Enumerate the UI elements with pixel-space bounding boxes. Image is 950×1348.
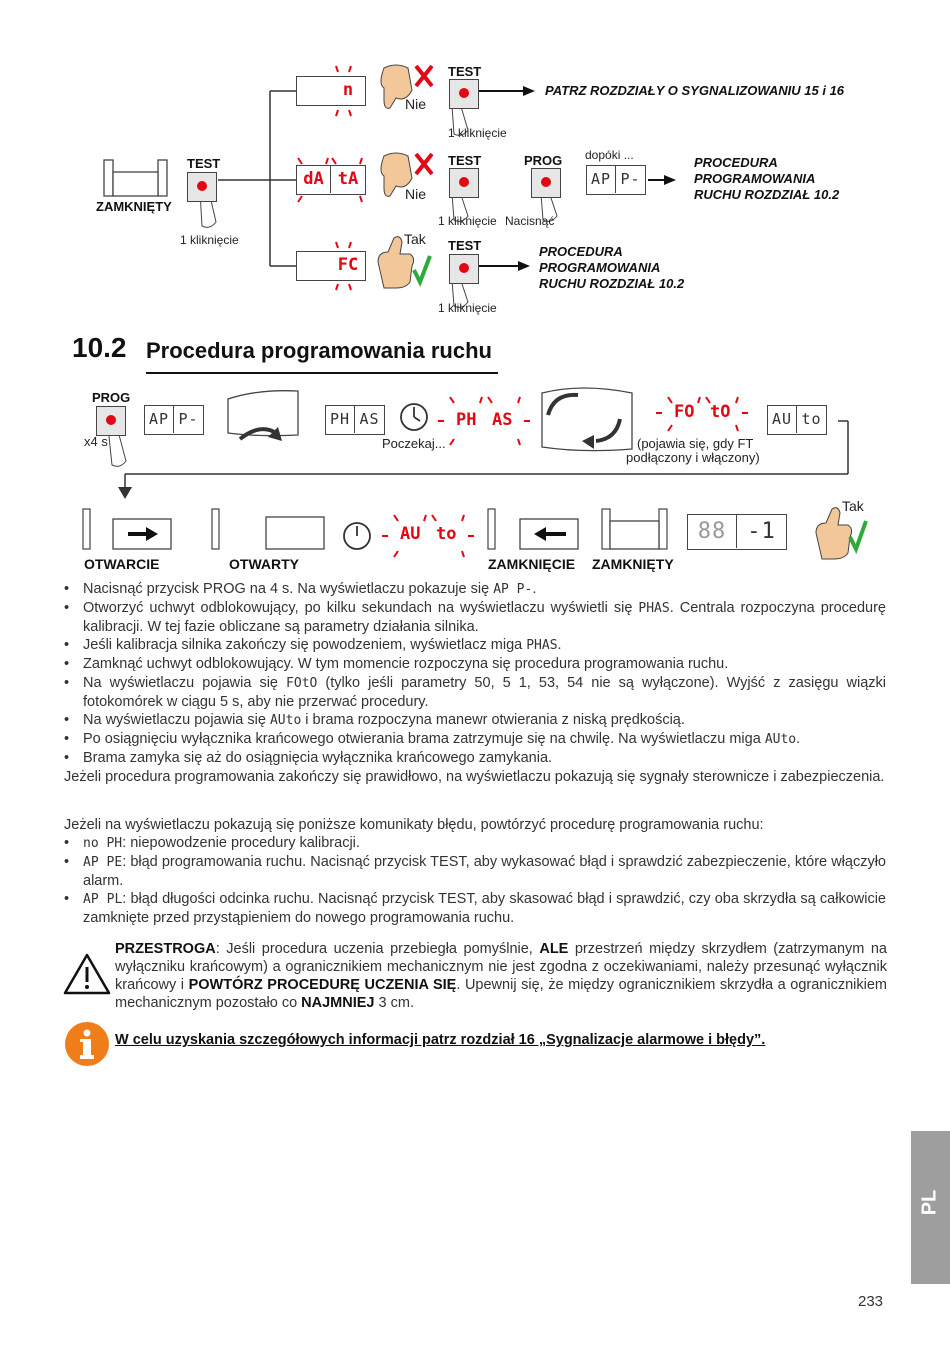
one-click-label-row3: 1 kliknięcie: [438, 301, 497, 315]
until-label: dopóki ...: [585, 148, 634, 162]
display-phas: [325, 405, 385, 435]
success-text: Jeżeli procedura programowania zakończy się prawidłowo, na wyświetlaczu pokazują się sygnały sterownicze i zabezpieczenia.: [64, 769, 885, 785]
x4s-label: x4 s: [84, 434, 108, 449]
test-label-row2: TEST: [448, 153, 482, 168]
step-item: • Nacisnąć przycisk PROG na 4 s. Na wyświetlaczu pokazuje się AP P-.: [64, 580, 886, 599]
procedure-line2: PROGRAMOWANIA: [539, 260, 661, 275]
section-title-underline: [146, 372, 498, 374]
ft-note-line1: (pojawia się, gdy FT: [637, 436, 754, 451]
display-final: [687, 514, 787, 550]
cross-icon: [416, 66, 432, 86]
display-row2-left: dA: [297, 166, 331, 193]
display-row2-right: tA: [337, 169, 359, 189]
errors-intro: Jeżeli na wyświetlaczu pokazują się poniższe komunikaty błędu, powtórzyć procedurę programowania ruchu:: [64, 817, 764, 833]
clock-icon: [344, 523, 370, 549]
step-item: • Po osiągnięciu wyłącznika krańcowego otwierania brama zatrzymuje się na chwilę. Na wyświetlaczu miga AUto.: [64, 730, 886, 749]
step-item: • Brama zamyka się aż do osiągnięcia wyłącznika krańcowego zamykania.: [64, 749, 886, 768]
display-phas-blink-left: PH: [456, 410, 477, 430]
test-button-main[interactable]: [187, 172, 217, 202]
closing-label: ZAMKNIĘCIE: [488, 556, 576, 572]
ft-note-line2: podłączony i włączony): [626, 450, 760, 465]
cross-icon: [416, 154, 432, 174]
check-icon: [414, 256, 430, 282]
error-item: • no PH: niepowodzenie procedury kalibracji.: [64, 834, 886, 853]
test-label-row3: TEST: [448, 238, 482, 253]
no-label-row2: Nie: [405, 186, 427, 202]
yes-label-final: Tak: [842, 498, 864, 514]
display-phas-blinking: [452, 406, 522, 436]
display-auto-blinking: [396, 520, 466, 550]
procedure-line3: RUCHU ROZDZIAŁ 10.2: [694, 187, 840, 202]
step-item: • Jeśli kalibracja silnika zakończy się powodzeniem, wyświetlacz miga PHAS.: [64, 636, 886, 655]
display-phas-left: PH: [326, 406, 355, 433]
display-foto-blinking: [670, 398, 740, 428]
display-phas-blink-right: AS: [492, 410, 513, 430]
open-label: OTWARTY: [229, 556, 299, 572]
steps-section: [64, 580, 886, 786]
display-auto-blink-right: to: [436, 524, 457, 544]
check-icon: [850, 521, 866, 549]
language-tab: [911, 1131, 950, 1284]
display-row1-text: n: [342, 80, 354, 100]
display-phas-right: AS: [359, 410, 380, 428]
procedure-line1: PROCEDURA: [694, 155, 778, 170]
test-button-row2[interactable]: [449, 168, 479, 198]
display-foto-left: FO: [674, 402, 695, 422]
display-auto-left: AU: [768, 406, 797, 433]
procedure-ref-row3: [539, 244, 684, 292]
one-click-label-row1: 1 kliknięcie: [448, 126, 507, 140]
display-ap: [144, 405, 204, 435]
display-row1: [296, 76, 366, 106]
warning-text: PRZESTROGA: Jeśli procedura uczenia przebiegła pomyślnie, ALE przestrzeń między skrzydłem (zatrzymanym na wyłączniku krańcowym) a ogranicznikiem mechanicznym nie jest zgodna z oczekiwaniami, należy przesunąć wyłącznik krańcowy i POWTÓRZ PROCEDURĘ UCZENIA SIĘ. Upewnij się, że między ogranicznikiem skrzydła a ogranicznikiem mechanicznym pozostało co NAJMNIEJ 3 cm.: [115, 941, 887, 1011]
display-ap-right: P-: [178, 410, 199, 428]
display-row2: [296, 165, 366, 195]
display-auto: [767, 405, 827, 435]
error-item: • AP PL: błąd długości odcinka ruchu. Nacisnąć przycisk TEST, aby skasować błąd i sprawdzić, czy oba skrzydła są całkowicie zamknięte przed przystąpieniem do nowego programowania ruchu.: [64, 890, 886, 927]
display-ap-left: AP: [145, 406, 174, 433]
one-click-label-main: 1 kliknięcie: [180, 233, 239, 247]
display-row3: [296, 251, 366, 281]
errors-section: [64, 816, 886, 927]
step-item: • Zamknąć uchwyt odblokowujący. W tym momencie rozpoczyna się procedura programowania ruchu.: [64, 655, 886, 674]
display-ap-right: P-: [620, 170, 641, 188]
procedure-ref-row2: [694, 155, 839, 203]
prog-label: PROG: [92, 390, 131, 405]
yes-label-row3: Tak: [404, 231, 426, 247]
test-button-row3[interactable]: [449, 254, 479, 284]
info-link[interactable]: W celu uzyskania szczegółowych informacji patrz rozdział 16 „Sygnalizacje alarmowe i błędy”.: [115, 1032, 766, 1048]
display-auto-blink-left: AU: [400, 524, 421, 544]
procedure-line3: RUCHU ROZDZIAŁ 10.2: [539, 276, 685, 291]
clock-icon: [401, 404, 427, 430]
errors-list: [64, 834, 886, 927]
see-chapters-text: PATRZ ROZDZIAŁY O SYGNALIZOWANIU 15 i 16: [545, 83, 845, 98]
prog-button[interactable]: [96, 406, 126, 436]
step-item: • Na wyświetlaczu pojawia się FOtO (tylko jeśli parametry 50, 5 1, 53, 54 nie są wyłączone). Wyjść z zasięgu wiązki fotokomórek w ciągu 5 s, aby nie przerwać procedury.: [64, 674, 886, 711]
thumb-up-icon: [816, 508, 852, 559]
opening-label: OTWARCIE: [84, 556, 160, 572]
language-tab-label: PL: [918, 1189, 941, 1216]
display-final-right: -1: [747, 519, 776, 544]
test-label-row1: TEST: [448, 64, 482, 79]
closed-label: ZAMKNIĘTY: [96, 199, 172, 214]
info-icon: [64, 1021, 110, 1067]
closed-label-final: ZAMKNIĘTY: [592, 556, 674, 572]
error-item: • AP PE: błąd programowania ruchu. Nacisnąć przycisk TEST, aby wykasować błąd i sprawdzić zabezpieczenie, które włączyło alarm.: [64, 853, 886, 890]
page-number: 233: [858, 1293, 884, 1310]
procedure-line2: PROGRAMOWANIA: [694, 171, 816, 186]
steps-list: [64, 580, 886, 768]
display-auto-right: to: [801, 410, 822, 428]
prog-button-row2[interactable]: [531, 168, 561, 198]
display-foto-right: tO: [710, 402, 731, 422]
warning-icon: [63, 952, 111, 996]
display-row3-text: FC: [337, 255, 359, 275]
section-title: Procedura programowania ruchu: [146, 338, 492, 363]
no-label-row1: Nie: [405, 96, 427, 112]
display-final-left: 88: [688, 515, 737, 548]
step-item: • Otworzyć uchwyt odblokowujący, po kilku sekundach na wyświetlaczu wyświetli się PHAS. Centrala rozpoczyna procedurę kalibracji. W tej fazie obliczane są parametry działania silnika.: [64, 599, 886, 636]
test-label-main: TEST: [187, 156, 221, 171]
one-click-label-row2: 1 kliknięcie: [438, 214, 497, 228]
display-ap-left: AP: [587, 166, 616, 193]
procedure-line1: PROCEDURA: [539, 244, 623, 259]
press-label: Nacisnąć: [505, 214, 555, 228]
step-item: • Na wyświetlaczu pojawia się AUto i brama rozpoczyna manewr otwierania z niską prędkością.: [64, 711, 886, 730]
section-number: 10.2: [72, 332, 127, 363]
prog-label-row2: PROG: [524, 153, 563, 168]
display-ap-row2: [586, 165, 646, 195]
test-button-row1[interactable]: [449, 79, 479, 109]
wait-label: Poczekaj...: [382, 436, 446, 451]
